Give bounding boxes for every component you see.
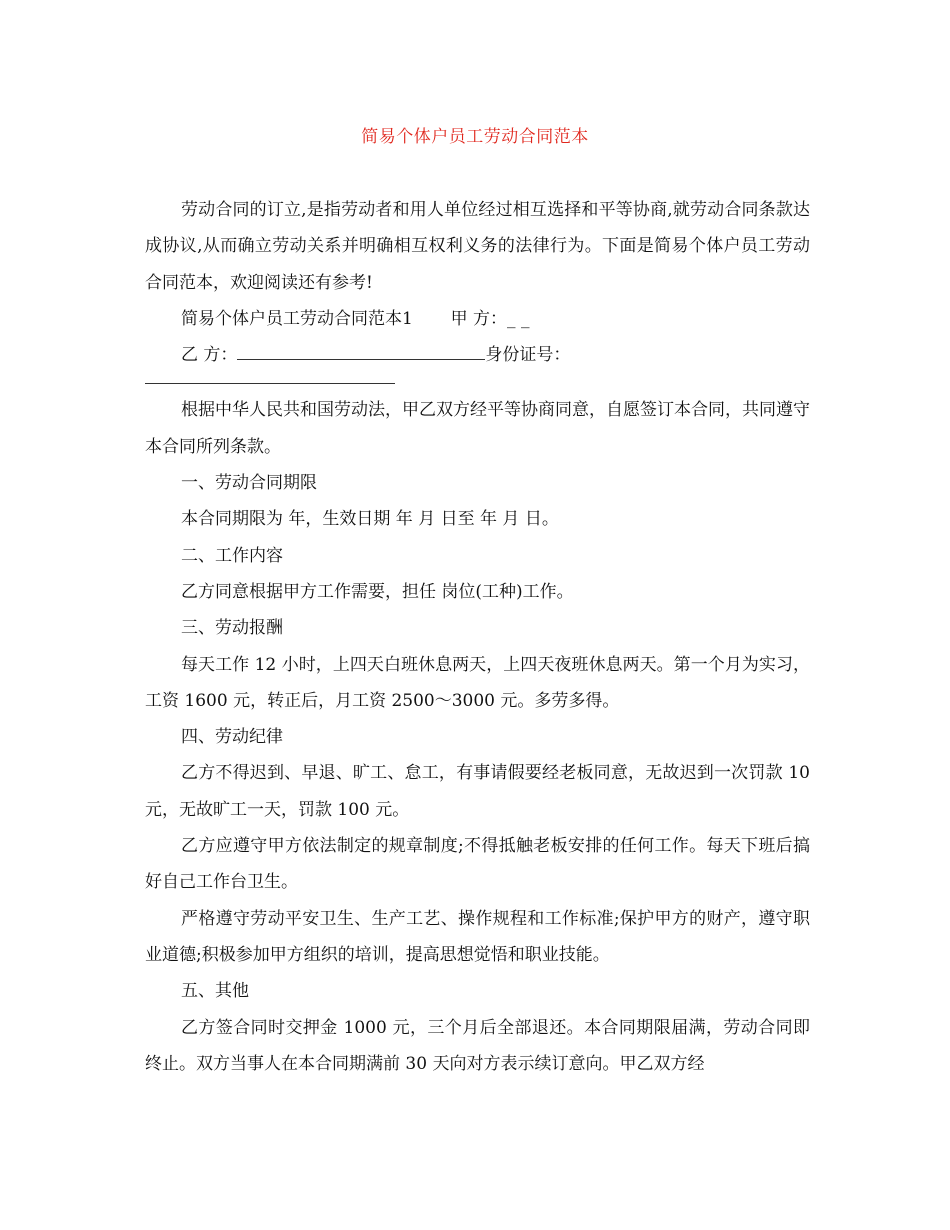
section-heading: 四、劳动纪律 bbox=[181, 727, 283, 748]
contract-heading-line bbox=[145, 301, 810, 337]
section-heading: 三、劳动报酬 bbox=[181, 618, 283, 639]
section-paragraph: 乙方应遵守甲方依法制定的规章制度;不得抵触老板安排的任何工作。每天下班后搞好自己工作台卫生。 bbox=[145, 836, 810, 893]
section-paragraph: 乙方不得迟到、早退、旷工、怠工，有事请假要经老板同意，无故迟到一次罚款 10 元，无故旷工一天，罚款 100 元。 bbox=[145, 763, 810, 820]
section-paragraph: 乙方同意根据甲方工作需要，担任 岗位(工种)工作。 bbox=[181, 581, 574, 602]
document-body bbox=[145, 192, 810, 1082]
section-heading: 二、工作内容 bbox=[181, 545, 283, 566]
preamble-paragraph: 根据中华人民共和国劳动法，甲乙双方经平等协商同意，自愿签订本合同，共同遵守本合同所列条款。 bbox=[145, 400, 810, 457]
party-a-label: 甲 方：_ _ bbox=[450, 308, 530, 329]
id-number-blank bbox=[145, 373, 395, 384]
section-paragraph: 严格遵守劳动平安卫生、生产工艺、操作规程和工作标准;保护甲方的财产，遵守职业道德;积极参加甲方组织的培训，提高思想觉悟和职业技能。 bbox=[145, 908, 810, 965]
section-paragraph: 乙方签合同时交押金 1000 元，三个月后全部退还。本合同期限届满，劳动合同即终止。双方当事人在本合同期满前 30 天向对方表示续订意向。甲乙双方经 bbox=[145, 1017, 810, 1074]
party-b-label: 乙 方： bbox=[181, 345, 238, 366]
intro-paragraph: 劳动合同的订立,是指劳动者和用人单位经过相互选择和平等协商,就劳动合同条款达成协议,从而确立劳动关系并明确相互权利义务的法律行为。下面是简易个体户员工劳动合同范本，欢迎阅读还有参考! bbox=[145, 200, 810, 293]
section-paragraph: 本合同期限为 年，生效日期 年 月 日至 年 月 日。 bbox=[181, 509, 559, 530]
party-b-line bbox=[145, 337, 810, 373]
section-heading: 五、其他 bbox=[181, 981, 249, 1002]
document-title: 简易个体户员工劳动合同范本 bbox=[361, 127, 589, 147]
contract-heading: 简易个体户员工劳动合同范本1 bbox=[181, 308, 413, 329]
section-heading: 一、劳动合同期限 bbox=[181, 473, 317, 494]
section-paragraph: 每天工作 12 小时，上四天白班休息两天，上四天夜班休息两天。第一个月为实习，工资 1600 元，转正后，月工资 2500～3000 元。多劳多得。 bbox=[145, 654, 810, 711]
id-label: 身份证号： bbox=[485, 345, 571, 366]
party-b-blank bbox=[237, 345, 485, 360]
